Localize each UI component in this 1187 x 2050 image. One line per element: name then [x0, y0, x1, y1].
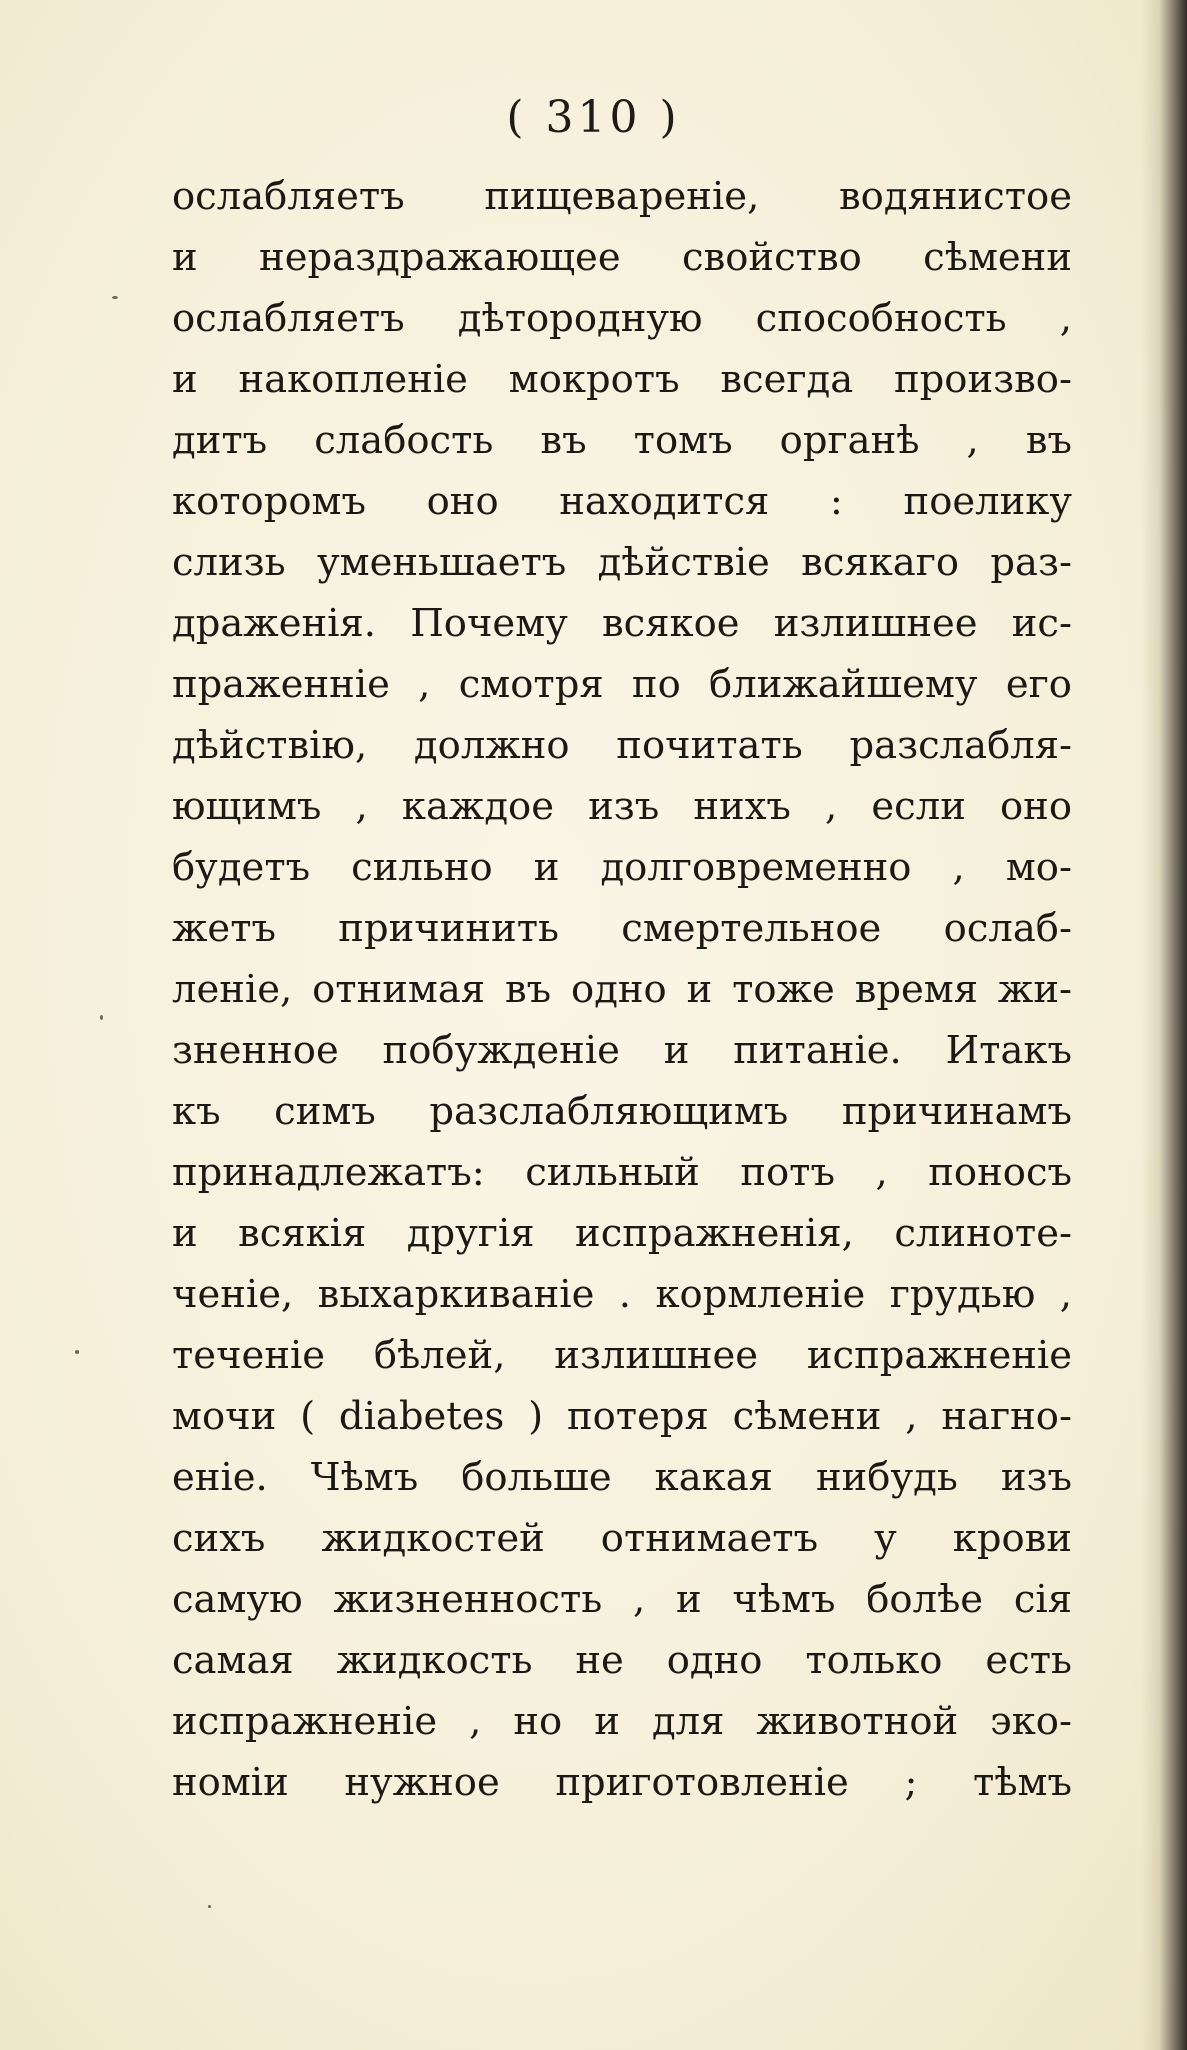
- text-line: принадлежатъ: сильный потъ , поносъ: [172, 1150, 1072, 1195]
- ink-speck: [112, 296, 118, 299]
- text-line: леніе, отнимая въ одно и тоже время жи-: [172, 967, 1072, 1012]
- text-line: самую жизненность , и чѣмъ болѣе сія: [172, 1577, 1072, 1622]
- text-line: сихъ жидкостей отнимаетъ у крови: [172, 1516, 1072, 1561]
- text-line: будетъ сильно и долговременно , мо-: [172, 845, 1072, 890]
- text-line: еніе. Чѣмъ больше какая нибудь изъ: [172, 1455, 1072, 1500]
- text-line: теченіе бѣлей, излишнее испражненіе: [172, 1333, 1072, 1378]
- text-line: и нераздражающее свойство сѣмени: [172, 235, 1072, 280]
- text-line: дитъ слабость въ томъ органѣ , въ: [172, 418, 1072, 463]
- text-line: испражненіе , но и для животной эко-: [172, 1699, 1072, 1744]
- text-line: ченіе, выхаркиваніе . кормленіе грудью ,: [172, 1272, 1072, 1317]
- text-line: праженніе , смотря по ближайшему его: [172, 662, 1072, 707]
- text-line: ослабляетъ пищевареніе, водянистое: [172, 174, 1072, 219]
- text-line: и накопленіе мокротъ всегда произво-: [172, 357, 1072, 402]
- page-gutter-shadow: [1141, 0, 1187, 2050]
- page-number: ( 310 ): [506, 92, 681, 143]
- text-line: ющимъ , каждое изъ нихъ , если оно: [172, 784, 1072, 829]
- ink-speck: [100, 1015, 103, 1020]
- text-line: драженія. Почему всякое излишнее ис-: [172, 601, 1072, 646]
- text-line: и всякія другія испражненія, слинотe-: [172, 1211, 1072, 1256]
- ink-speck: [208, 1905, 211, 1908]
- text-line: самая жидкость не одно только есть: [172, 1638, 1072, 1683]
- text-line: которомъ оно находится : поелику: [172, 479, 1072, 524]
- ink-speck: [75, 1350, 79, 1354]
- text-line: къ симъ разслабляющимъ причинамъ: [172, 1089, 1072, 1134]
- body-text: [172, 166, 1072, 1813]
- text-line: мочи ( diabetes ) потеря сѣмени , нагно-: [172, 1394, 1072, 1439]
- text-line: зненное побужденіе и питаніе. Итакъ: [172, 1028, 1072, 1073]
- text-line: жетъ причинить смертельное ослаб-: [172, 906, 1072, 951]
- text-line: дѣйствію, должно почитать разслабля-: [172, 723, 1072, 768]
- text-line: номіи нужное приготовленіе ; тѣмъ: [172, 1760, 1072, 1805]
- text-line: ослабляетъ дѣтородную способность ,: [172, 296, 1072, 341]
- text-line: слизь уменьшаетъ дѣйствіе всякаго раз-: [172, 540, 1072, 585]
